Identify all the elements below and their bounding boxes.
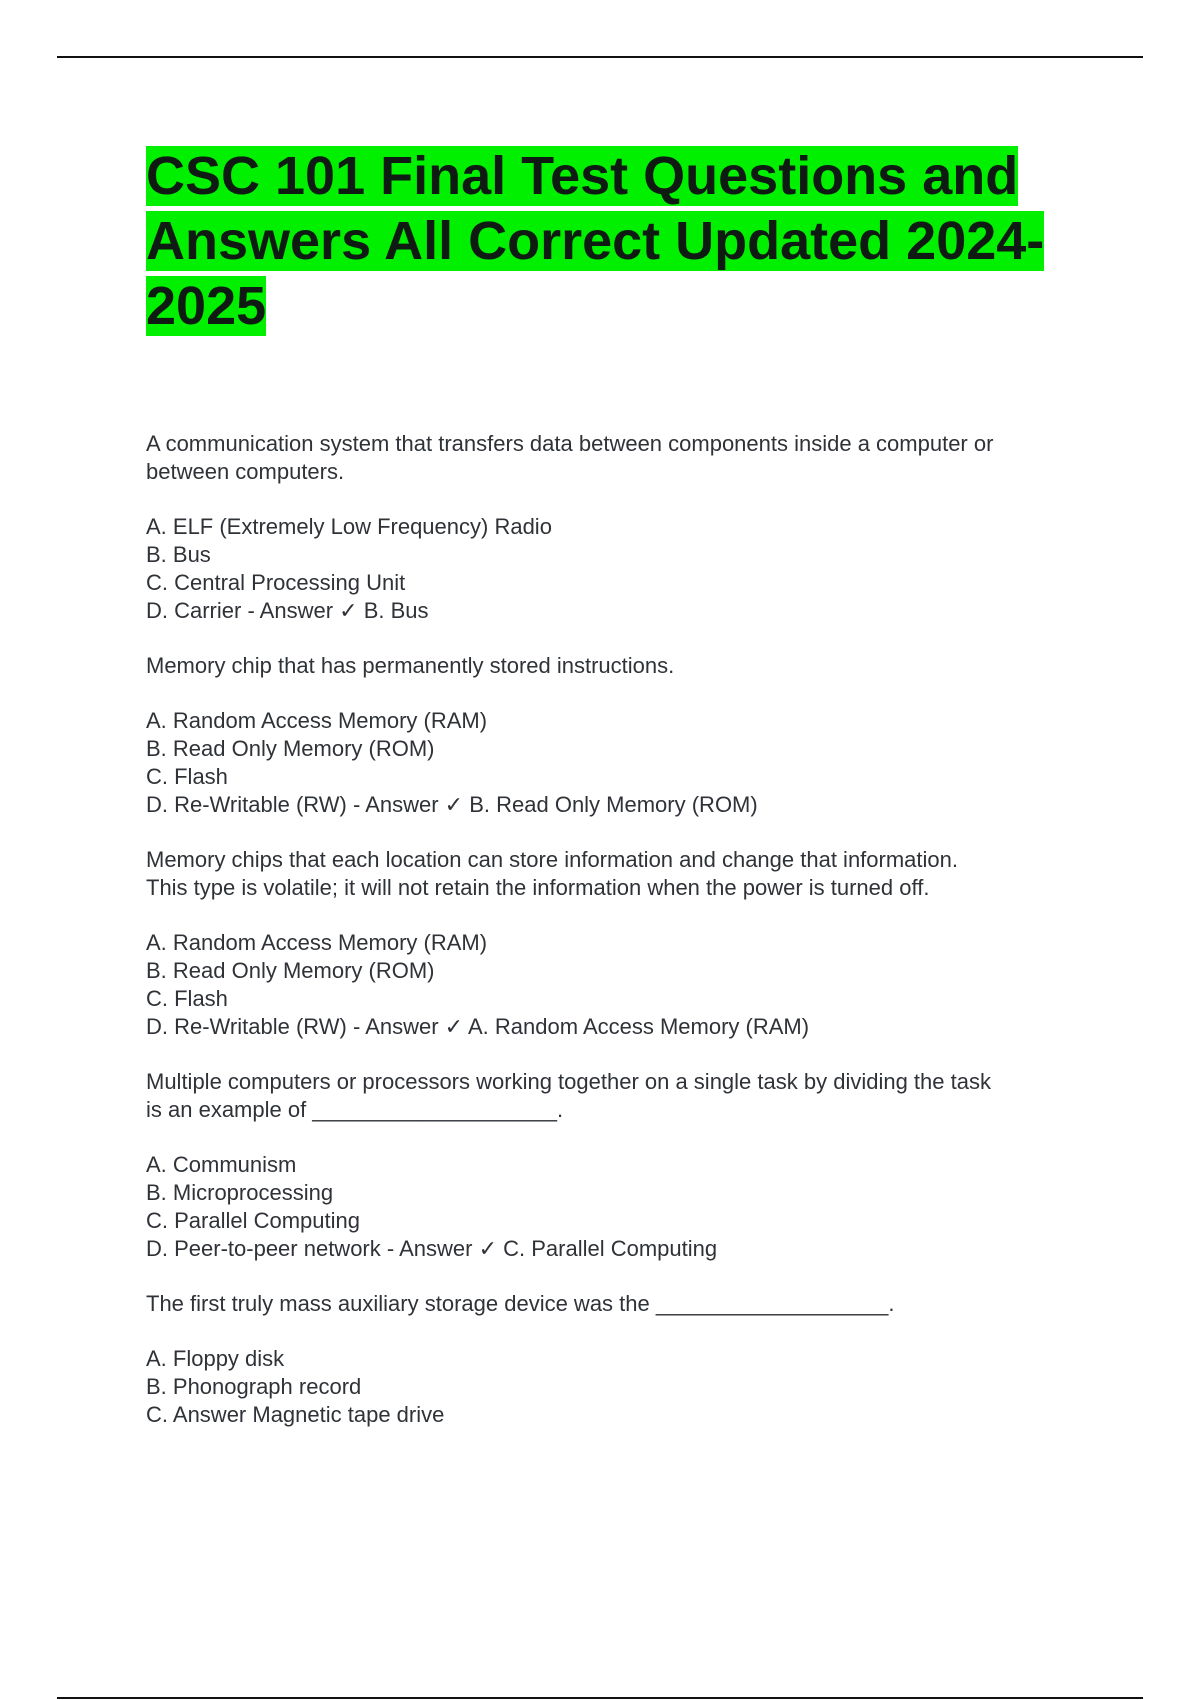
- question-line: A communication system that transfers data between components inside a computer or: [146, 431, 994, 456]
- question-text: [146, 652, 1106, 680]
- option-list: [146, 1345, 1106, 1429]
- option-list: [146, 707, 1106, 819]
- option-d-with-answer: D. Re-Writable (RW) - Answer ✓ A. Random Access Memory (RAM): [146, 1014, 810, 1039]
- question-line: is an example of ____________________.: [146, 1097, 564, 1122]
- option-d-with-answer: D. Carrier - Answer ✓ B. Bus: [146, 598, 429, 623]
- option-a: A. Floppy disk: [146, 1346, 285, 1371]
- option-b: B. Read Only Memory (ROM): [146, 958, 435, 983]
- option-b: B. Read Only Memory (ROM): [146, 736, 435, 761]
- title-line-2: Answers All Correct Updated 2024-: [146, 211, 1045, 271]
- question-text: [146, 430, 1106, 486]
- question-line: Memory chip that has permanently stored instructions.: [146, 653, 675, 678]
- option-c: C. Flash: [146, 764, 228, 789]
- option-b: B. Phonograph record: [146, 1374, 362, 1399]
- option-a: A. Communism: [146, 1152, 297, 1177]
- question-line: Memory chips that each location can store information and change that information.: [146, 847, 959, 872]
- title-line-3: 2025: [146, 276, 267, 336]
- title-line-1: CSC 101 Final Test Questions and: [146, 146, 1019, 206]
- option-a: A. Random Access Memory (RAM): [146, 930, 488, 955]
- option-d-with-answer: D. Re-Writable (RW) - Answer ✓ B. Read Only Memory (ROM): [146, 792, 758, 817]
- bottom-divider: [57, 1697, 1143, 1699]
- question-block-1: [146, 430, 1106, 625]
- option-list: [146, 929, 1106, 1041]
- question-line: Multiple computers or processors working together on a single task by dividing the task: [146, 1069, 991, 1094]
- option-c: C. Flash: [146, 986, 228, 1011]
- top-divider: [57, 56, 1143, 58]
- question-block-5: [146, 1290, 1106, 1429]
- question-line: between computers.: [146, 459, 345, 484]
- question-text: [146, 846, 1106, 902]
- page-title: [146, 144, 1106, 339]
- option-a: A. Random Access Memory (RAM): [146, 708, 488, 733]
- option-b: B. Bus: [146, 542, 211, 567]
- option-list: [146, 1151, 1106, 1263]
- option-c-with-answer: C. Answer Magnetic tape drive: [146, 1402, 445, 1427]
- question-text: [146, 1068, 1106, 1124]
- question-block-4: [146, 1068, 1106, 1263]
- option-list: [146, 513, 1106, 625]
- question-list: [146, 430, 1106, 1429]
- option-b: B. Microprocessing: [146, 1180, 334, 1205]
- question-block-2: [146, 652, 1106, 819]
- question-line: This type is volatile; it will not retain the information when the power is turned off.: [146, 875, 930, 900]
- question-block-3: [146, 846, 1106, 1041]
- option-c: C. Parallel Computing: [146, 1208, 360, 1233]
- option-c: C. Central Processing Unit: [146, 570, 406, 595]
- question-text: [146, 1290, 1106, 1318]
- option-a: A. ELF (Extremely Low Frequency) Radio: [146, 514, 552, 539]
- question-line: The first truly mass auxiliary storage device was the ___________________.: [146, 1291, 895, 1316]
- option-d-with-answer: D. Peer-to-peer network - Answer ✓ C. Parallel Computing: [146, 1236, 718, 1261]
